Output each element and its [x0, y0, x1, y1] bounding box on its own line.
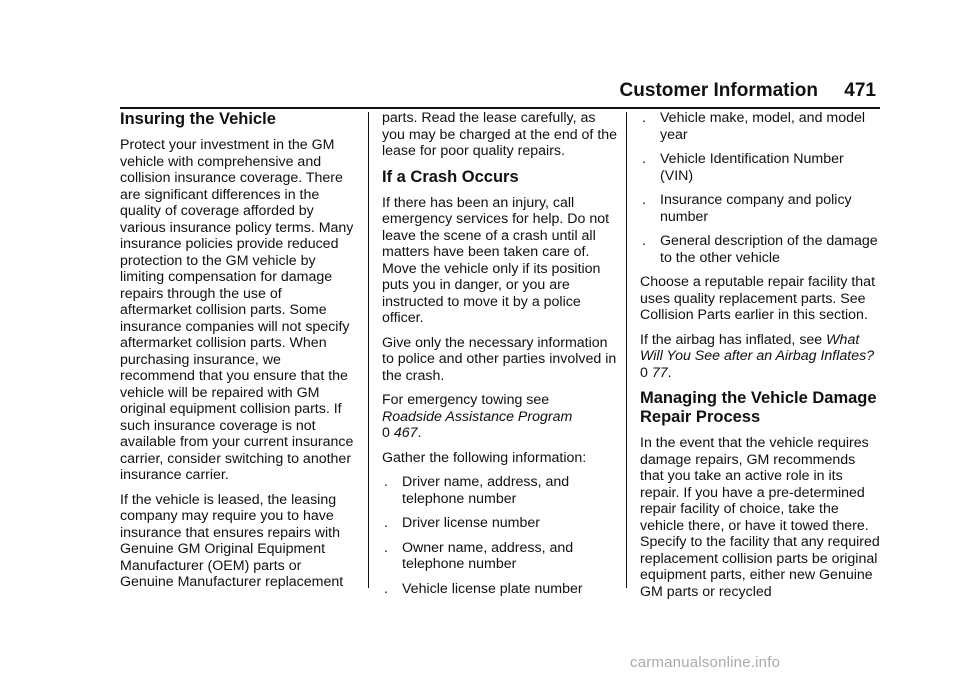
paragraph: Choose a reputable repair facility that uses quality replacement parts. See Collision Parts earlier in this section. [640, 274, 876, 323]
bullet: . [384, 539, 388, 556]
list-item: . Vehicle make, model, and model year [642, 110, 866, 143]
bullet: . [384, 580, 388, 597]
list-item: . Vehicle Identification Number (VIN) [642, 151, 844, 184]
page-ref-icon: 0 [382, 425, 390, 441]
bullet: . [642, 192, 646, 208]
paragraph-airbag: If the airbag has inflated, see What Will You See after an Airbag Inflates? 0 77. [640, 331, 875, 381]
heading-repair-process: Managing the Vehicle Damage Repair Process [640, 389, 877, 426]
paragraph: If there has been an injury, call emergency services for help. Do not leave the scene of a crash until all matters have been taken care of. Move the vehicle only if its position puts you in danger, or you are instructed to move it by a police officer. [382, 194, 610, 326]
column-2 [382, 110, 618, 597]
list-item: . Driver name, address, and telephone number [384, 474, 570, 507]
list-item: . Vehicle license plate number [384, 580, 583, 597]
page-ref-icon: 0 [640, 364, 648, 381]
column-1 [120, 110, 356, 591]
heading-crash: If a Crash Occurs [382, 167, 519, 186]
list-item: . Driver license number [384, 515, 540, 531]
list-item: . Owner name, address, and telephone number [384, 539, 574, 572]
link-airbag-inflates[interactable]: What Will You See after an Airbag Inflates? [640, 331, 875, 364]
list-item: . Insurance company and policy number [642, 192, 852, 225]
paragraph: In the event that the vehicle requires damage repairs, GM recommends that you take an active role in its repair. If you have a pre-determined repair facility of choice, take the vehicle there, or have it towed there. Specify to the facility that any required replacement collision parts be original equipment parts, either new Genuine GM parts or recycled [640, 435, 880, 600]
page-number: 471 [844, 80, 876, 101]
paragraph-towing: For emergency towing see Roadside Assistance Program 0 467. [382, 392, 573, 441]
paragraph: Give only the necessary information to police and other parties involved in the crash. [382, 334, 617, 384]
paragraph: parts. Read the lease carefully, as you may be charged at the end of the lease for poor quality repairs. [382, 110, 618, 159]
bullet: . [384, 474, 388, 490]
heading-insuring: Insuring the Vehicle [120, 110, 276, 128]
watermark: carmanualsonline.info [630, 654, 781, 671]
bullet: . [642, 233, 646, 249]
bullet: . [642, 151, 646, 167]
section-title: Customer Information [619, 80, 818, 101]
column-divider [368, 112, 369, 588]
list-item: . General description of the damage to the other vehicle [642, 233, 878, 266]
paragraph: If the vehicle is leased, the leasing company may require you to have insurance that ensures repairs with Genuine GM Original Equipment Manufacturer (OEM) parts or Genuine Manufacturer replacement [120, 491, 344, 590]
column-divider [626, 112, 627, 588]
header-rule [120, 107, 880, 109]
paragraph: Protect your investment in the GM vehicle with comprehensive and collision insurance coverage. There are significant differences in the quality of coverage afforded by various insurance policy terms. Many insurance policies provide reduced protection to the GM vehicle by limiting compensation for damage repairs through the use of aftermarket collision parts. Some insurance companies will not specify aftermarket collision parts. When purchasing insurance, we recommend that you ensure that the vehicle will be repaired with GM original equipment collision parts. If such insurance coverage is not available from your current insurance carrier, consider switching to another insurance carrier. [120, 137, 354, 483]
page-ref-77[interactable]: 77 [651, 364, 668, 381]
bullet: . [642, 110, 646, 126]
paragraph: Gather the following information: [382, 449, 587, 466]
page-ref-467[interactable]: 467 [393, 425, 418, 441]
bullet: . [384, 515, 388, 531]
link-roadside-assistance[interactable]: Roadside Assistance Program [382, 408, 573, 425]
column-3 [640, 110, 880, 600]
